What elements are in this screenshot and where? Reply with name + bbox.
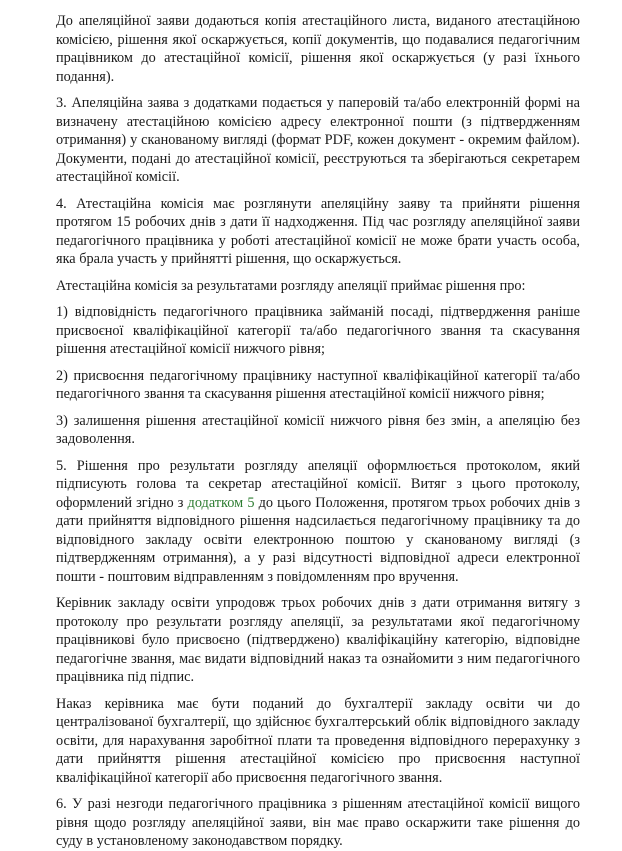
annex-5-link[interactable]: додатком 5 xyxy=(187,494,255,511)
paragraph-5-protocol xyxy=(56,457,580,587)
paragraph-5-text-before: 5. Рішення про результати розгляду апеляції оформлюється протоколом, який підписують голова та секретар атестаційної комісії. Витяг з цього протоколу, оформлений згідно з xyxy=(56,457,580,511)
paragraph-decision-2: 2) присвоєння педагогічному працівнику наступної кваліфікаційної категорії та/або педагогічного звання та скасування рішення атестаційної комісії нижчого рівня; xyxy=(56,367,580,402)
paragraph-3-submission: 3. Апеляційна заява з додатками подається у паперовій та/або електронній формі на визначену атестаційною комісією адресу електронної пошти (з підтвердженням отримання) у сканованому вигляді (формат PDF, кожен документ - окремим файлом). Документи, подані до атестаційної комісії, реєструються та зберігаються секретарем атестаційної комісії. xyxy=(56,95,580,185)
paragraph-head-order: Керівник закладу освіти упродовж трьох робочих днів з дати отримання витягу з протоколу про результати розгляду апеляції, за результатами якої педагогічному працівникові було присвоєно (підтверджено) кваліфікаційну категорію, відповідне педагогічне звання, має видати відповідний наказ та ознайомити з ним педагогічного працівника під підпис. xyxy=(56,595,580,685)
paragraph-6-court: 6. У разі незгоди педагогічного працівника з рішенням атестаційної комісії вищого рівня щодо розгляду апеляційної заяви, він має право оскаржити таке рішення до суду в установленому законодавством порядку. xyxy=(56,796,580,849)
paragraph-5-text-after: до цього Положення, протягом трьох робочих днів з дати прийняття відповідного рішення надсилається педагогічному працівнику та до відповідного закладу освіти електронною поштою у сканованому вигляді (з підтвердженням отримання), а у разі відсутності відповідної адреси електронної пошти - поштовим відправленням з повідомленням про вручення. xyxy=(56,494,581,585)
paragraph-4-review: 4. Атестаційна комісія має розглянути апеляційну заяву та прийняти рішення протягом 15 робочих днів з дати її надходження. Під час розгляду апеляційної заяви педагогічного працівника у роботі атестаційної комісії не може брати участь особа, яка брала участь у прийнятті рішення, що оскаржується. xyxy=(56,195,580,267)
paragraph-decision-intro: Атестаційна комісія за результатами розгляду апеляції приймає рішення про: xyxy=(56,277,526,294)
paragraph-appeal-attachments: До апеляційної заяви додаються копія атестаційного листа, виданого атестаційною комісією, рішення якої оскаржується, копії документів, що подавалися педагогічним працівником до атестаційної комісії, рішення якої оскаржується (у разі їхнього подання). xyxy=(56,13,580,85)
paragraph-decision-3: 3) залишення рішення атестаційної комісії нижчого рівня без змін, а апеляцію без задоволення. xyxy=(56,412,580,447)
paragraph-accounting: Наказ керівника має бути поданий до бухгалтерії закладу освіти чи до централізованої бухгалтерії, що здійснює бухгалтерський облік відповідного закладу освіти, для нарахування заробітної плати та проведення відповідного перерахунку з дати прийняття рішення атестаційної комісією про присвоєння наступної кваліфікаційної категорії або присвоєння педагогічного звання. xyxy=(56,695,580,786)
paragraph-decision-1: 1) відповідність педагогічного працівника займаній посаді, підтвердження раніше присвоєної кваліфікаційної категорії та/або педагогічного звання та скасування рішення атестаційної комісії нижчого рівня; xyxy=(56,304,580,357)
